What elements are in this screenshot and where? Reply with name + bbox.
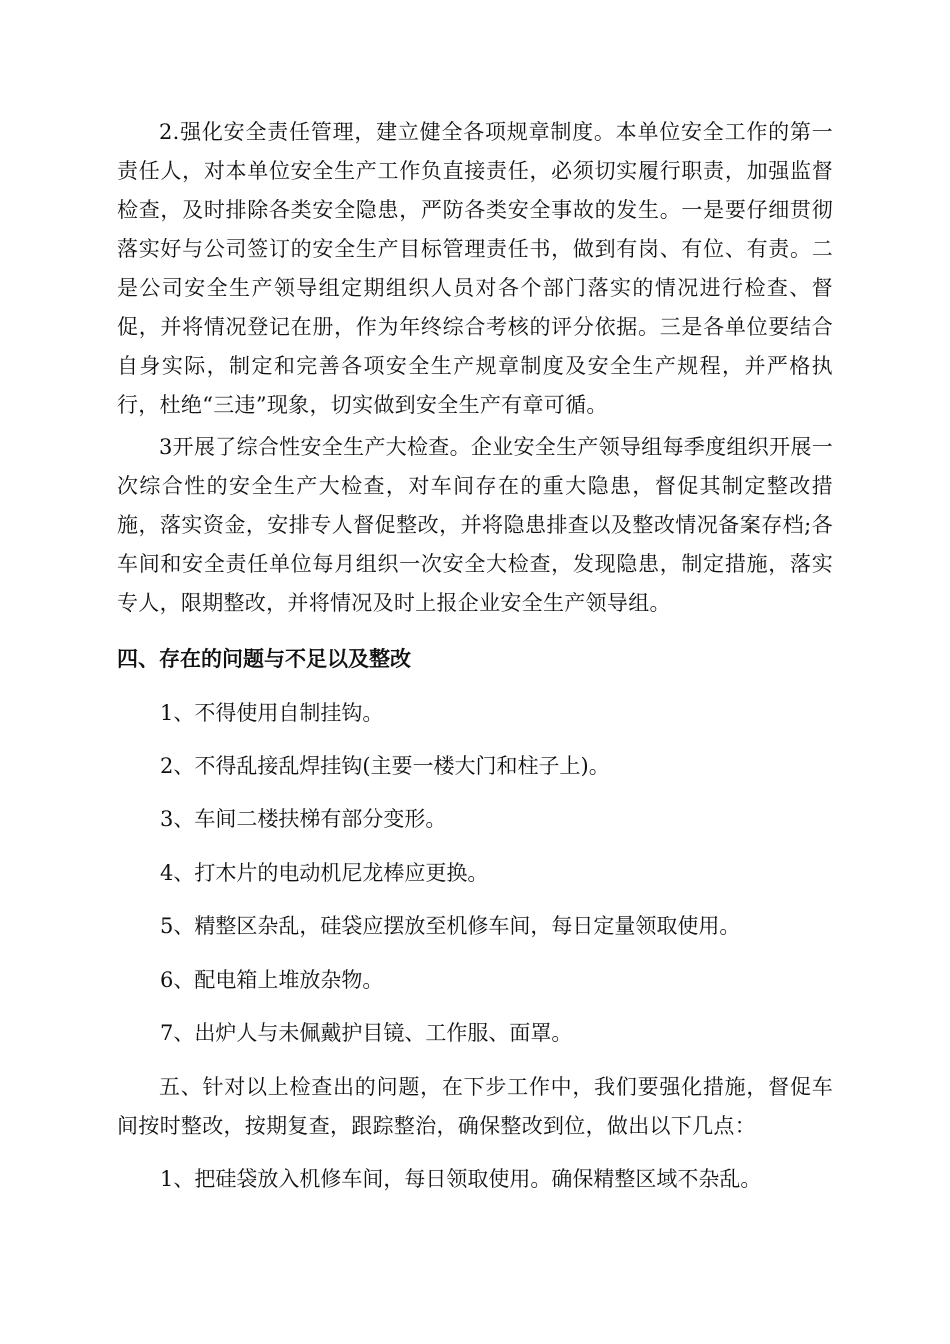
paragraph-responsibility-management: 2.强化安全责任管理，建立健全各项规章制度。本单位安全工作的第一责任人，对本单位安全生产工作负直接责任，必须切实履行职责，加强监督检查，及时排除各类安全隐患，严防各类安全事故的发生。一是要仔细贯彻落实好与公司签订的安全生产目标管理责任书，做到有岗、有位、有责。二是公司安全生产领导组定期组织人员对各个部门落实的情况进行检查、督促，并将情况登记在册，作为年终综合考核的评分依据。三是各单位要结合自身实际，制定和完善各项安全生产规章制度及安全生产规程，并严格执行，杜绝“三违”现象，切实做到安全生产有章可循。 <box>117 120 833 417</box>
paragraph-rectification-measures: 五、针对以上检查出的问题，在下步工作中，我们要强化措施，督促车间按时整改，按期复查，跟踪整治，确保整改到位，做出以下几点： <box>117 1075 833 1138</box>
measure-item: 1、把硅袋放入机修车间，每日领取使用。确保精整区域不杂乱。 <box>160 1167 762 1191</box>
problem-item: 6、配电箱上堆放杂物。 <box>160 968 384 992</box>
problem-item: 5、精整区杂乱，硅袋应摆放至机修车间，每日定量领取使用。 <box>160 914 741 938</box>
problem-item: 2、不得乱接乱焊挂钩(主要一楼大门和柱子上)。 <box>160 754 610 778</box>
problem-item: 3、车间二楼扶梯有部分变形。 <box>160 807 447 831</box>
problem-item: 1、不得使用自制挂钩。 <box>160 701 384 725</box>
paragraph-safety-inspection: 3开展了综合性安全生产大检查。企业安全生产领导组每季度组织开展一次综合性的安全生产大检查，对车间存在的重大隐患，督促其制定整改措施，落实资金，安排专人督促整改，并将隐患排查以及整改情况备案存档;各车间和安全责任单位每月组织一次安全大检查，发现隐患，制定措施，落实专人，限期整改，并将情况及时上报企业安全生产领导组。 <box>117 435 833 615</box>
problem-item: 7、出炉人与未佩戴护目镜、工作服、面罩。 <box>160 1021 573 1045</box>
section-heading-problems: 四、存在的问题与不足以及整改 <box>117 647 411 671</box>
problem-item: 4、打木片的电动机尼龙棒应更换。 <box>160 861 489 885</box>
